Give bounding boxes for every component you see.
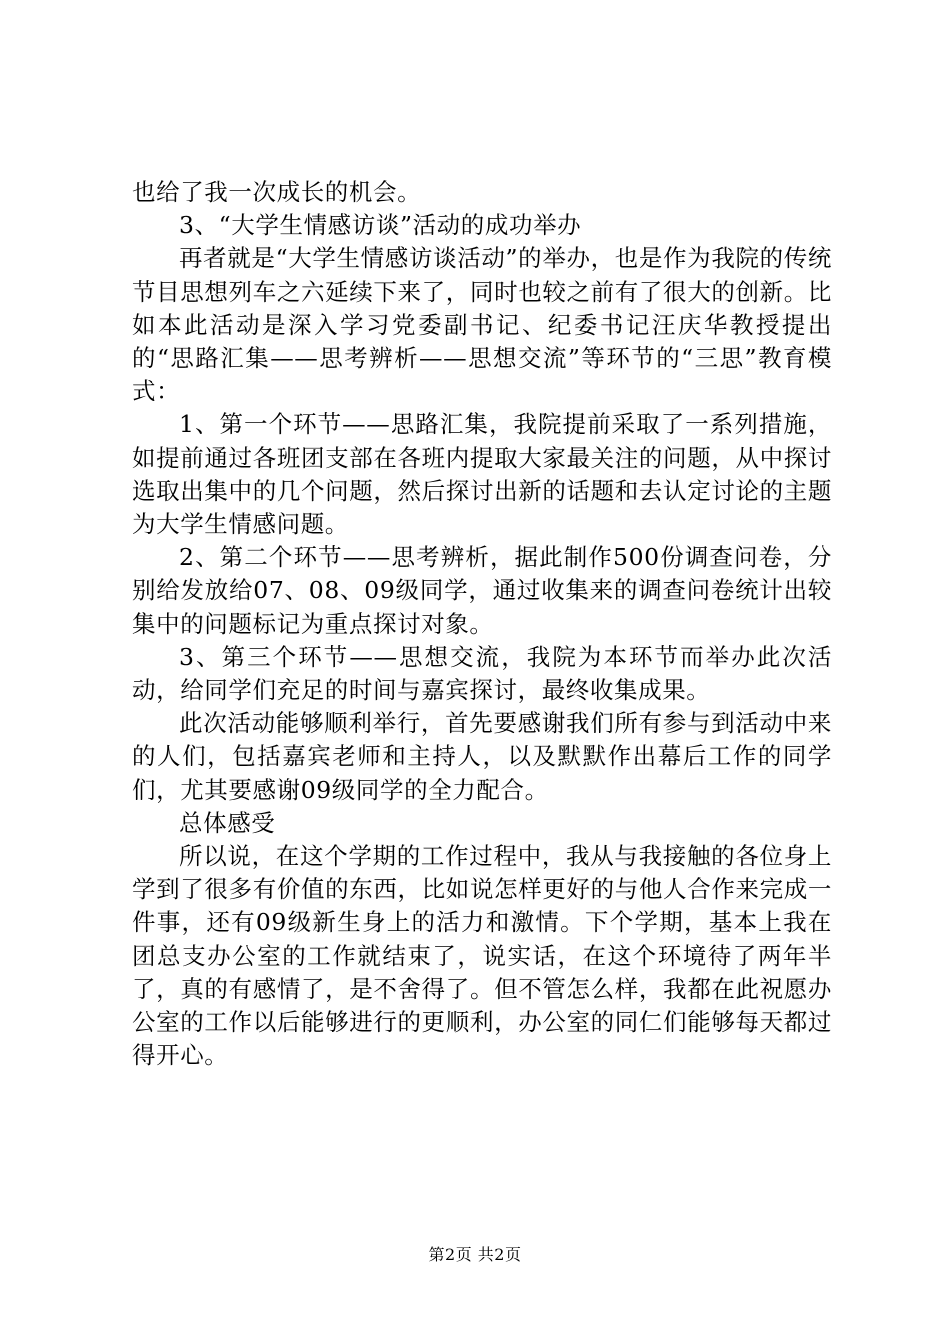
paragraph-conclusion: 所以说，在这个学期的工作过程中，我从与我接触的各位身上学到了很多有价值的东西，比如说怎样更好的与他人合作来完成一件事，还有09级新生身上的活力和激情。下个学期，基本上我在团总支办公室的工作就结束了，说实话，在这个环境待了两年半了，真的有感情了，是不舍得了。但不管怎么样，我都在此祝愿办公室的工作以后能够进行的更顺利，办公室的同仁们能够每天都过得开心。 [132,842,832,1070]
paragraph-step-three: 3、第三个环节——思想交流，我院为本环节而举办此次活动，给同学们充足的时间与嘉宾探讨，最终收集成果。 [132,642,832,705]
paragraph-step-one: 1、第一个环节——思路汇集，我院提前采取了一系列措施，如提前通过各班团支部在各班内提取大家最关注的问题，从中探讨选取出集中的几个问题，然后探讨出新的话题和去认定讨论的主题为大学生情感问题。 [132,410,832,539]
paragraph-continuation: 也给了我一次成长的机会。 [132,178,422,206]
paragraph-thanks: 此次活动能够顺利举行，首先要感谢我们所有参与到活动中来的人们，包括嘉宾老师和主持人，以及默默作出幕后工作的同学们，尤其要感谢09级同学的全力配合。 [132,709,832,804]
paragraph-step-two: 2、第二个环节——思考辨析，据此制作500份调查问卷，分别给发放给07、08、09级同学，通过收集来的调查问卷统计出较集中的问题标记为重点探讨对象。 [132,543,832,638]
document-body [132,176,832,1072]
section-heading-emotion-interview: 3、“大学生情感访谈”活动的成功举办 [179,211,582,240]
section-heading-overall-feelings: 总体感受 [179,808,276,837]
page-number-footer: 第2页 共2页 [428,1245,522,1264]
paragraph-interview-intro: 再者就是“大学生情感访谈活动”的举办，也是作为我院的传统节目思想列车之六延续下来了，同时也较之前有了很大的创新。比如本此活动是深入学习党委副书记、纪委书记汪庆华教授提出的“思路汇集——思考辨析——思想交流”等环节的“三思”教育模式： [132,244,832,406]
